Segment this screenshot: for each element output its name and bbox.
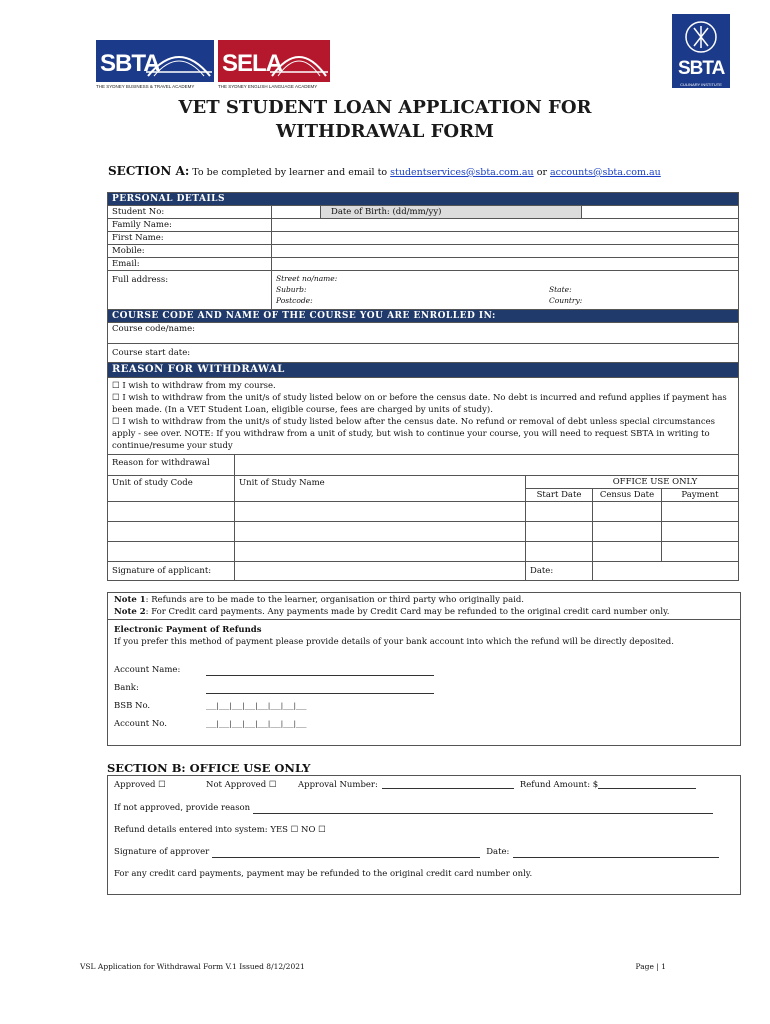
suburb-label: Suburb: — [276, 285, 307, 294]
refund-amount-field[interactable] — [598, 779, 696, 789]
course-start-label: Course start date: — [112, 348, 191, 358]
table-row — [108, 502, 739, 522]
student-no-field[interactable] — [272, 206, 321, 219]
section-a-intro — [108, 164, 661, 178]
note-2-text: : For Credit card payments. Any payments made by Credit Card may be refunded to the original credit card number only. — [145, 607, 670, 617]
signature-field[interactable] — [235, 562, 526, 581]
family-name-field[interactable] — [272, 219, 739, 232]
email-label: Email: — [108, 258, 272, 271]
not-approved-checkbox[interactable]: Not Approved ☐ — [206, 780, 277, 790]
personal-details-header: PERSONAL DETAILS — [108, 193, 739, 206]
course-code-field[interactable] — [108, 323, 739, 344]
sbta-logo — [96, 40, 214, 82]
dob-label: Date of Birth: (dd/mm/yy) — [321, 206, 582, 219]
email-field[interactable] — [272, 258, 739, 271]
approver-signature-field[interactable] — [212, 857, 480, 858]
refunds-intro: If you prefer this method of payment please provide details of your bank account into which the refund will be directly deposited. — [114, 637, 674, 647]
page-title — [0, 96, 770, 144]
bsb-label: BSB No. — [114, 701, 151, 711]
sbta-culinary-logo — [672, 14, 730, 88]
course-start-field[interactable] — [108, 344, 739, 363]
course-header: COURSE CODE AND NAME OF THE COURSE YOU ARE ENROLLED IN: — [108, 310, 739, 323]
account-name-label: Account Name: — [114, 665, 181, 675]
page-number: Page | 1 — [635, 962, 666, 971]
note-1-text: : Refunds are to be made to the learner, organisation or third party who originally paid. — [145, 595, 525, 605]
reason-label: Reason for withdrawal — [108, 455, 235, 476]
reason-header: REASON FOR WITHDRAWAL — [108, 363, 739, 378]
signature-label: Signature of applicant: — [108, 562, 235, 581]
sela-logo-text: SELA — [222, 50, 283, 77]
refund-amount-label: Refund Amount: $ — [519, 780, 599, 790]
refunds-title: Electronic Payment of Refunds — [114, 625, 262, 635]
start-date-header: Start Date — [526, 489, 593, 502]
refund-details-checkboxes[interactable]: Refund details entered into system: YES ☐ NO ☐ — [114, 825, 326, 835]
family-name-label: Family Name: — [108, 219, 272, 232]
personal-details-table — [107, 192, 739, 363]
or-text: or — [536, 167, 547, 178]
note-2-label: Note 2 — [114, 607, 146, 617]
note-1-label: Note 1 — [114, 595, 146, 605]
state-label: State: — [549, 285, 572, 294]
office-use-header: OFFICE USE ONLY — [526, 476, 739, 489]
withdraw-after-census-checkbox[interactable]: ☐ I wish to withdraw from the unit/s of study listed below after the census date. No refund or removal of debt unless special circumstances apply - see over. NOTE: If you withdraw from a unit of study, but wish to continue your course, you will need to request SBTA in writing to continue/resume your study — [112, 417, 715, 451]
utensils-icon — [684, 20, 718, 54]
approver-date-label: Date: — [486, 847, 510, 857]
address-label: Full address: — [108, 271, 272, 310]
accounts-email-link[interactable]: accounts@sbta.com.au — [550, 167, 661, 178]
first-name-field[interactable] — [272, 232, 739, 245]
notes-and-refunds-box — [107, 592, 741, 746]
mobile-label: Mobile: — [108, 245, 272, 258]
postcode-label: Postcode: — [276, 296, 313, 305]
withdrawal-table — [107, 362, 739, 581]
credit-card-note: For any credit card payments, payment may be refunded to the original credit card number only. — [114, 869, 533, 879]
approved-checkbox[interactable]: Approved ☐ — [114, 780, 166, 790]
student-services-email-link[interactable]: studentservices@sbta.com.au — [390, 167, 534, 178]
bank-field[interactable] — [206, 693, 434, 694]
date-field[interactable] — [593, 562, 739, 581]
approver-signature-label: Signature of approver — [114, 847, 210, 857]
not-approved-reason-label: If not approved, provide reason — [114, 803, 251, 813]
notes-section — [108, 593, 740, 620]
reason-field[interactable] — [235, 455, 739, 476]
sbta-logo-subtitle: THE SYDNEY BUSINESS & TRAVEL ACADEMY — [96, 84, 195, 89]
not-approved-reason-field[interactable] — [253, 813, 713, 814]
sela-logo — [218, 40, 330, 82]
bank-label: Bank: — [114, 683, 139, 693]
section-b-heading: SECTION B: OFFICE USE ONLY — [107, 761, 311, 775]
address-field[interactable] — [272, 271, 739, 310]
unit-name-header: Unit of Study Name — [235, 476, 526, 502]
withdraw-course-checkbox[interactable]: ☐ I wish to withdraw from my course. — [112, 381, 276, 391]
first-name-label: First Name: — [108, 232, 272, 245]
country-label: Country: — [549, 296, 583, 305]
harbour-bridge-icon — [146, 42, 212, 80]
refunds-section — [108, 620, 740, 734]
sbta-culinary-subtitle: CULINARY INSTITUTE — [680, 82, 722, 87]
title-line-1: VET STUDENT LOAN APPLICATION FOR — [178, 97, 592, 118]
course-code-label: Course code/name: — [112, 324, 195, 334]
section-a-text: To be completed by learner and email to — [192, 167, 388, 178]
sbta-logo-text: SBTA — [100, 50, 160, 77]
table-row — [108, 522, 739, 542]
approval-number-label: Approval Number: — [298, 780, 378, 790]
harbour-bridge-icon — [270, 42, 328, 80]
student-no-label: Student No: — [108, 206, 272, 219]
table-row — [108, 542, 739, 562]
account-no-label: Account No. — [114, 719, 167, 729]
bsb-field[interactable]: ___|___|___|___|___|___|___|___ — [206, 702, 307, 710]
sela-logo-subtitle: THE SYDNEY ENGLISH LANGUAGE ACADEMY — [218, 84, 318, 89]
withdraw-before-census-checkbox[interactable]: ☐ I wish to withdraw from the unit/s of study listed below on or before the census date. No debt is incurred and refund applies if payment has been made. (In a VET Student Loan, eligible course, fees are charged by units of study). — [112, 393, 727, 415]
section-a-label: SECTION A: — [108, 164, 190, 178]
date-label: Date: — [526, 562, 593, 581]
census-date-header: Census Date — [593, 489, 662, 502]
dob-field[interactable] — [582, 206, 739, 219]
account-name-field[interactable] — [206, 675, 434, 676]
approval-number-field[interactable] — [382, 779, 514, 789]
mobile-field[interactable] — [272, 245, 739, 258]
footer-version: VSL Application for Withdrawal Form V.1 Issued 8/12/2021 — [80, 962, 305, 971]
account-no-field[interactable]: ___|___|___|___|___|___|___|___ — [206, 720, 307, 728]
title-line-2: WITHDRAWAL FORM — [276, 121, 494, 142]
approver-date-field[interactable] — [513, 857, 719, 858]
sbta-culinary-logo-text: SBTA — [678, 58, 725, 79]
street-label: Street no/name: — [276, 274, 338, 283]
office-use-box — [107, 775, 741, 895]
unit-code-header: Unit of study Code — [108, 476, 235, 502]
payment-header: Payment — [662, 489, 739, 502]
